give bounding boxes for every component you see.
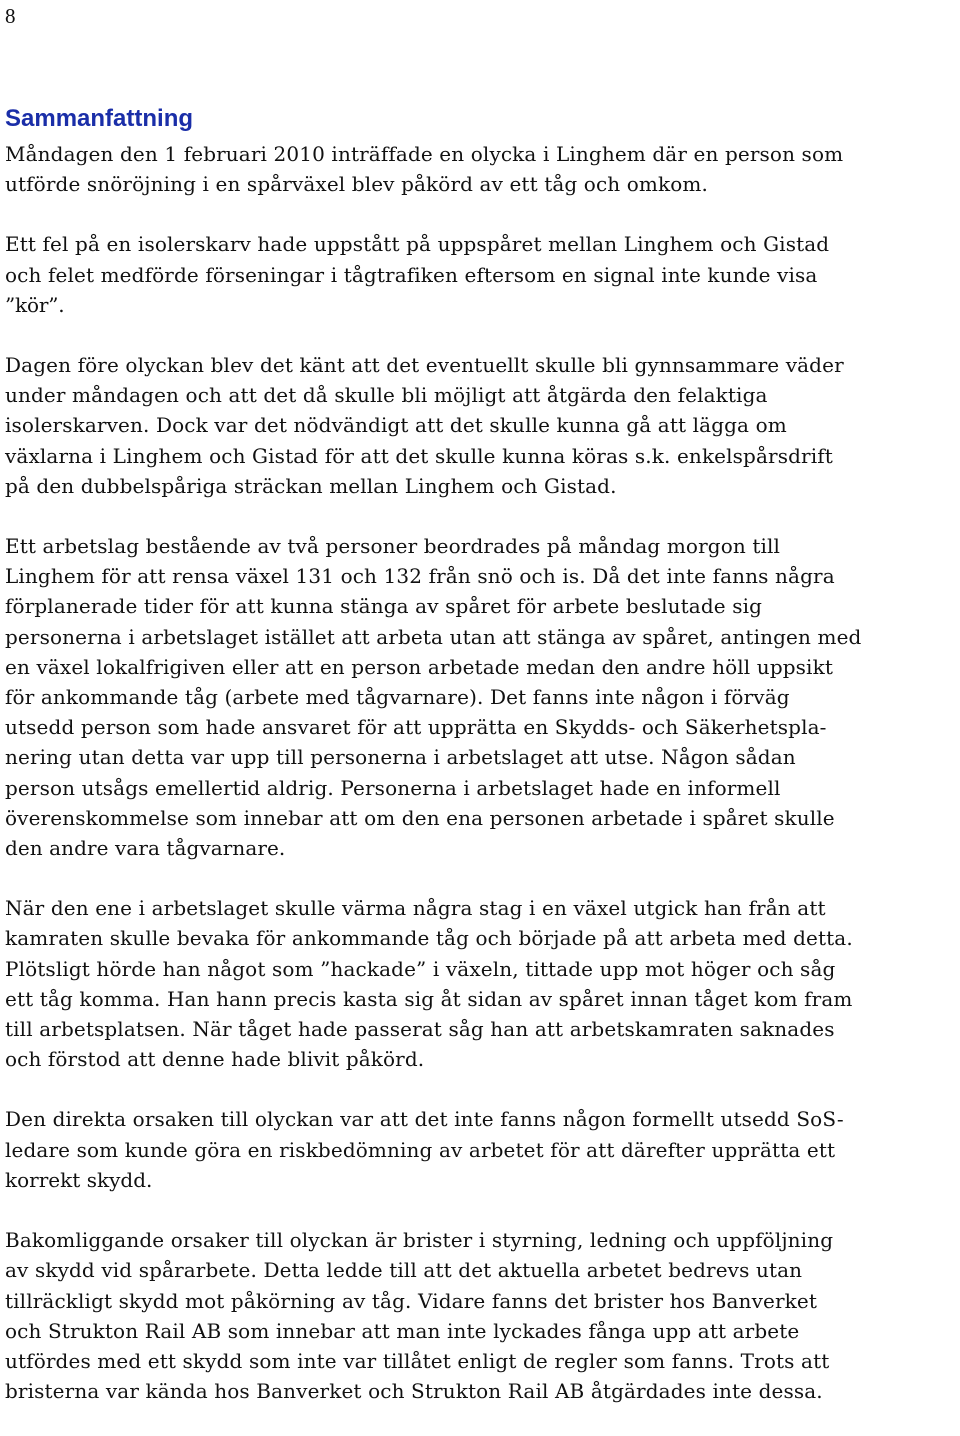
paragraph-line: personerna i arbetslaget istället att arbeta utan att stänga av spåret, antingen med — [5, 624, 862, 649]
paragraph-line: under måndagen och att det då skulle bli möjligt att åtgärda den felaktiga — [5, 383, 768, 408]
paragraph-line: utfördes med ett skydd som inte var tillåtet enligt de regler som fanns. Trots att — [5, 1348, 830, 1373]
page-number: 8 — [5, 4, 16, 28]
paragraph-line: korrekt skydd. — [5, 1167, 153, 1192]
paragraph-line: Plötsligt hörde han något som ”hackade” i växeln, tittade upp mot höger och såg — [5, 956, 836, 981]
paragraph-line: nering utan detta var upp till personerna i arbetslaget att utse. Någon sådan — [5, 745, 796, 770]
paragraph-line: Ett arbetslag bestående av två personer beordrades på måndag morgon till — [5, 534, 781, 559]
paragraph-line: av skydd vid spårarbete. Detta ledde till att det aktuella arbetet bedrevs utan — [5, 1258, 803, 1283]
paragraph-line: Linghem för att rensa växel 131 och 132 från snö och is. Då det inte fanns några — [5, 564, 835, 589]
document-body — [5, 104, 957, 1436]
paragraph-line: Dagen före olyckan blev det känt att det eventuellt skulle bli gynnsammare väder — [5, 353, 844, 378]
paragraph-line: förplanerade tider för att kunna stänga av spåret för arbete beslutade sig — [5, 594, 763, 619]
section-heading: Sammanfattning — [5, 105, 194, 132]
paragraph-line: ”kör”. — [5, 292, 65, 317]
paragraph-line: När den ene i arbetslaget skulle värma några stag i en växel utgick han från att — [5, 896, 826, 921]
paragraph-line: på den dubbelspåriga sträckan mellan Linghem och Gistad. — [5, 473, 617, 498]
paragraph-line: utförde snöröjning i en spårväxel blev påkörd av ett tåg och omkom. — [5, 172, 708, 197]
paragraph-line: och Strukton Rail AB som innebar att man inte lyckades fånga upp att arbete — [5, 1318, 800, 1343]
paragraph-line: person utsågs emellertid aldrig. Personerna i arbetslaget hade en informell — [5, 775, 781, 800]
paragraph-line: växlarna i Linghem och Gistad för att det skulle kunna köras s.k. enkelspårsdrift — [5, 443, 833, 468]
paragraph-line: Bakomliggande orsaker till olyckan är brister i styrning, ledning och uppföljning — [5, 1228, 834, 1253]
paragraph-line: Måndagen den 1 februari 2010 inträffade en olycka i Linghem där en person som — [5, 142, 844, 166]
paragraph-line: en växel lokalfrigiven eller att en person arbetade medan den andre höll uppsikt — [5, 654, 833, 679]
paragraph-line: kamraten skulle bevaka för ankommande tåg och började på att arbeta med detta. — [5, 926, 853, 951]
paragraph — [5, 229, 957, 320]
paragraph-line: överenskommelse som innebar att om den ena personen arbetade i spåret skulle — [5, 805, 835, 830]
paragraph-line: tillräckligt skydd mot påkörning av tåg. Vidare fanns det brister hos Banverket — [5, 1288, 817, 1313]
paragraph-line: Ett fel på en isolerskarv hade uppstått på uppspåret mellan Linghem och Gistad — [5, 232, 830, 257]
paragraph-line: Den direkta orsaken till olyckan var att det inte fanns någon formellt utsedd SoS- — [5, 1107, 844, 1132]
paragraph-line: ledare som kunde göra en riskbedömning av arbetet för att därefter upprätta ett — [5, 1137, 836, 1162]
paragraph — [5, 139, 957, 199]
paragraph-line: till arbetsplatsen. När tåget hade passerat såg han att arbetskamraten saknades — [5, 1017, 835, 1042]
paragraph-line: och felet medförde förseningar i tågtrafiken eftersom en signal inte kunde visa — [5, 262, 818, 287]
paragraph-line: utsedd person som hade ansvaret för att upprätta en Skydds- och Säkerhetspla- — [5, 715, 827, 740]
paragraph-list — [5, 139, 957, 1406]
paragraph-line: ett tåg komma. Han hann precis kasta sig åt sidan av spåret innan tåget kom fram — [5, 986, 853, 1011]
paragraph — [5, 1104, 957, 1195]
paragraph-line: den andre vara tågvarnare. — [5, 836, 286, 861]
paragraph-line: för ankommande tåg (arbete med tågvarnare). Det fanns inte någon i förväg — [5, 685, 790, 710]
paragraph-line: isolerskarven. Dock var det nödvändigt att det skulle kunna gå att lägga om — [5, 413, 787, 438]
paragraph — [5, 893, 957, 1074]
paragraph — [5, 350, 957, 501]
paragraph-line: bristerna var kända hos Banverket och Strukton Rail AB åtgärdades inte dessa. — [5, 1379, 823, 1404]
paragraph — [5, 1225, 957, 1406]
paragraph-line: och förstod att denne hade blivit påkörd. — [5, 1047, 425, 1072]
paragraph — [5, 531, 957, 863]
